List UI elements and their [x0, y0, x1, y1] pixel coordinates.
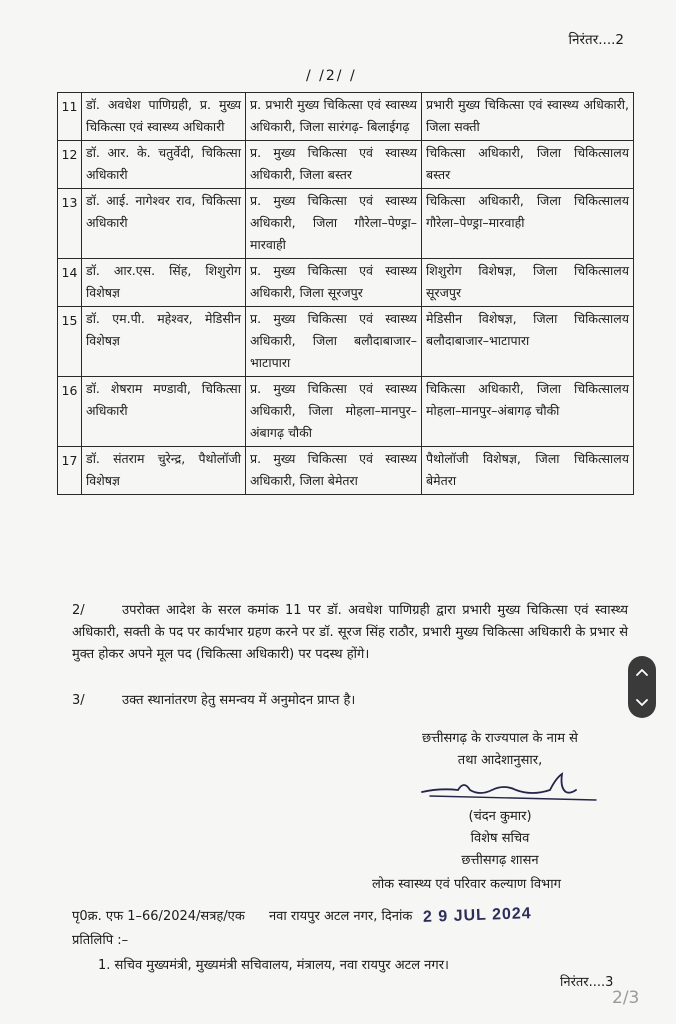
copy-to-item: 1. सचिव मुख्यमंत्री, मुख्यमंत्री सचिवालय, मंत्रालय, नवा रायपुर अटल नगर।: [98, 958, 449, 973]
continued-marker-top: निरंतर....2: [568, 32, 624, 48]
table-row: [58, 447, 634, 495]
governor-order-line-2: तथा आदेशानुसार,: [457, 753, 543, 768]
officer-name: डॉ. आर.एस. सिंह, शिशुरोग विशेषज्ञ: [82, 259, 246, 307]
continued-marker-bottom: निरंतर....3: [560, 975, 614, 990]
officer-name: डॉ. संतराम चुरेन्द्र, पैथोलॉजी विशेषज्ञ: [82, 447, 246, 495]
page-count-indicator: 2/3: [612, 988, 640, 1008]
current-post: प्र. प्रभारी मुख्य चिकित्सा एवं स्वास्थ्य अधिकारी, जिला सारंगढ़- बिलाईगढ़: [246, 93, 422, 141]
reference-place: नवा रायपुर अटल नगर, दिनांक: [268, 909, 413, 924]
new-post: चिकित्सा अधिकारी, जिला चिकित्सालय गौरेला–पेण्ड्रा–मारवाही: [422, 189, 634, 259]
officer-name: डॉ. शेषराम मण्डावी, चिकित्सा अधिकारी: [82, 377, 246, 447]
new-post: प्रभारी मुख्य चिकित्सा एवं स्वास्थ्य अधिकारी, जिला सक्ती: [422, 93, 634, 141]
signatory-department: लोक स्वास्थ्य एवं परिवार कल्याण विभाग: [372, 877, 561, 892]
current-post: प्र. मुख्य चिकित्सा एवं स्वास्थ्य अधिकारी, जिला बेमेतरा: [246, 447, 422, 495]
chevron-down-icon[interactable]: [636, 696, 648, 710]
serial-number: 17: [58, 447, 82, 495]
paragraph-text: उपरोक्त आदेश के सरल कमांक 11 पर डॉ. अवधेश पाणिग्रही द्वारा प्रभारी मुख्य चिकित्सा एवं स्वास्थ्य अधिकारी, सक्ती के पद पर कार्यभार ग्रहण करने पर डॉ. सूरज सिंह राठौर, प्रभारी मुख्य चिकित्सा अधिकारी के प्रभार से मुक्त होकर अपने मूल पद (चिकित्सा अधिकारी) पर पदस्थ होंगे।: [72, 603, 628, 662]
reference-line: [72, 906, 531, 925]
current-post: प्र. मुख्य चिकित्सा एवं स्वास्थ्य अधिकारी, जिला बस्तर: [246, 141, 422, 189]
current-post: प्र. मुख्य चिकित्सा एवं स्वास्थ्य अधिकारी, जिला सूरजपुर: [246, 259, 422, 307]
table-row: [58, 259, 634, 307]
serial-number: 16: [58, 377, 82, 447]
table-row: [58, 93, 634, 141]
serial-number: 13: [58, 189, 82, 259]
date-stamp: 2 9 JUL 2024: [422, 905, 532, 926]
copy-to-label: प्रतिलिपि :–: [72, 933, 129, 948]
paragraph-3: [72, 690, 628, 712]
handwritten-signature: [420, 770, 600, 810]
current-post: प्र. मुख्य चिकित्सा एवं स्वास्थ्य अधिकारी, जिला गौरेला–पेण्ड्रा–मारवाही: [246, 189, 422, 259]
reference-number: पृ0क्र. एफ 1–66/2024/सत्रह/एक: [72, 909, 245, 924]
governor-order-line-1: छत्तीसगढ़ के राज्यपाल के नाम से: [422, 731, 578, 746]
table-row: [58, 141, 634, 189]
transfer-table: [57, 92, 634, 495]
officer-name: डॉ. आई. नागेश्वर राव, चिकित्सा अधिकारी: [82, 189, 246, 259]
paragraph-2: [72, 600, 628, 666]
officer-name: डॉ. एम.पी. महेश्वर, मेडिसीन विशेषज्ञ: [82, 307, 246, 377]
new-post: मेडिसीन विशेषज्ञ, जिला चिकित्सालय बलौदाबाजार–भाटापारा: [422, 307, 634, 377]
paragraph-number: 3/: [72, 693, 85, 708]
signatory-government: छत्तीसगढ़ शासन: [461, 853, 539, 868]
serial-number: 12: [58, 141, 82, 189]
paragraph-text: उक्त स्थानांतरण हेतु समन्वय में अनुमोदन प्राप्त है।: [122, 693, 356, 708]
current-post: प्र. मुख्य चिकित्सा एवं स्वास्थ्य अधिकारी, जिला बलौदाबाजार–भाटापारा: [246, 307, 422, 377]
signatory-designation: विशेष सचिव: [470, 831, 530, 846]
table-row: [58, 307, 634, 377]
table-row: [58, 377, 634, 447]
table-row: [58, 189, 634, 259]
new-post: चिकित्सा अधिकारी, जिला चिकित्सालय बस्तर: [422, 141, 634, 189]
serial-number: 11: [58, 93, 82, 141]
serial-number: 15: [58, 307, 82, 377]
new-post: शिशुरोग विशेषज्ञ, जिला चिकित्सालय सूरजपुर: [422, 259, 634, 307]
new-post: पैथोलॉजी विशेषज्ञ, जिला चिकित्सालय बेमेतरा: [422, 447, 634, 495]
serial-number: 14: [58, 259, 82, 307]
new-post: चिकित्सा अधिकारी, जिला चिकित्सालय मोहला–मानपुर–अंबागढ़ चौकी: [422, 377, 634, 447]
officer-name: डॉ. अवधेश पाणिग्रही, प्र. मुख्य चिकित्सा एवं स्वास्थ्य अधिकारी: [82, 93, 246, 141]
officer-name: डॉ. आर. के. चतुर्वेदी, चिकित्सा अधिकारी: [82, 141, 246, 189]
page-scroll-control[interactable]: [628, 656, 656, 718]
page-marker: / /2/ /: [306, 68, 357, 84]
paragraph-number: 2/: [72, 603, 85, 618]
current-post: प्र. मुख्य चिकित्सा एवं स्वास्थ्य अधिकारी, जिला मोहला–मानपुर– अंबागढ़ चौकी: [246, 377, 422, 447]
signatory-name: (चंदन कुमार): [468, 809, 532, 824]
chevron-up-icon[interactable]: [636, 665, 648, 679]
